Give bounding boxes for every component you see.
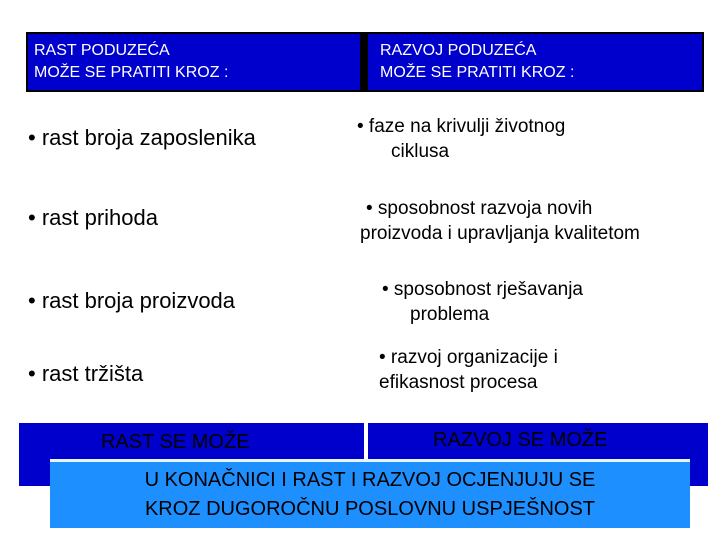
conclusion-line2: KROZ DUGOROČNU POSLOVNU USPJEŠNOST — [144, 498, 596, 520]
development-item-new-products — [360, 196, 640, 246]
development-item-lifecycle — [357, 114, 565, 164]
growth-header-box — [26, 32, 362, 92]
growth-item-revenue: • rast prihoda — [28, 205, 158, 230]
growth-item-products: • rast broja proizvoda — [28, 288, 236, 313]
development-header-box — [366, 32, 704, 92]
development-item-problem-solving — [382, 277, 583, 327]
growth-item-employees: • rast broja zaposlenika — [28, 125, 256, 150]
development-header-line1: RAZVOJ PODUZEĆA — [380, 42, 537, 59]
development-item-organization-line2: efikasnost procesa — [379, 372, 538, 393]
development-item-organization-line1: • razvoj organizacije i — [379, 347, 558, 368]
development-item-organization — [379, 345, 558, 395]
growth-header-line1: RAST PODUZEĆA — [34, 42, 170, 59]
development-item-lifecycle-line2: ciklusa — [391, 141, 450, 162]
development-item-problem-solving-line1: • sposobnost rješavanja — [382, 279, 583, 300]
development-header-line2: MOŽE SE PRATITI KROZ : — [380, 64, 575, 81]
growth-header-line2: MOŽE SE PRATITI KROZ : — [34, 64, 229, 81]
development-assessment-label: RAZVOJ SE MOŽE — [433, 429, 608, 451]
growth-item-market: • rast tržišta — [28, 361, 144, 386]
conclusion-box — [50, 459, 690, 528]
development-item-problem-solving-line2: problema — [410, 304, 490, 325]
growth-assessment-label: RAST SE MOŽE — [101, 431, 250, 453]
development-item-lifecycle-line1: • faze na krivulji životnog — [357, 116, 566, 137]
conclusion-line1: U KONAČNICI I RAST I RAZVOJ OCJENJUJU SE — [144, 469, 596, 491]
development-item-new-products-line2: proizvoda i upravljanja kvalitetom — [360, 223, 640, 244]
development-item-new-products-line1: • sposobnost razvoja novih — [366, 198, 593, 219]
